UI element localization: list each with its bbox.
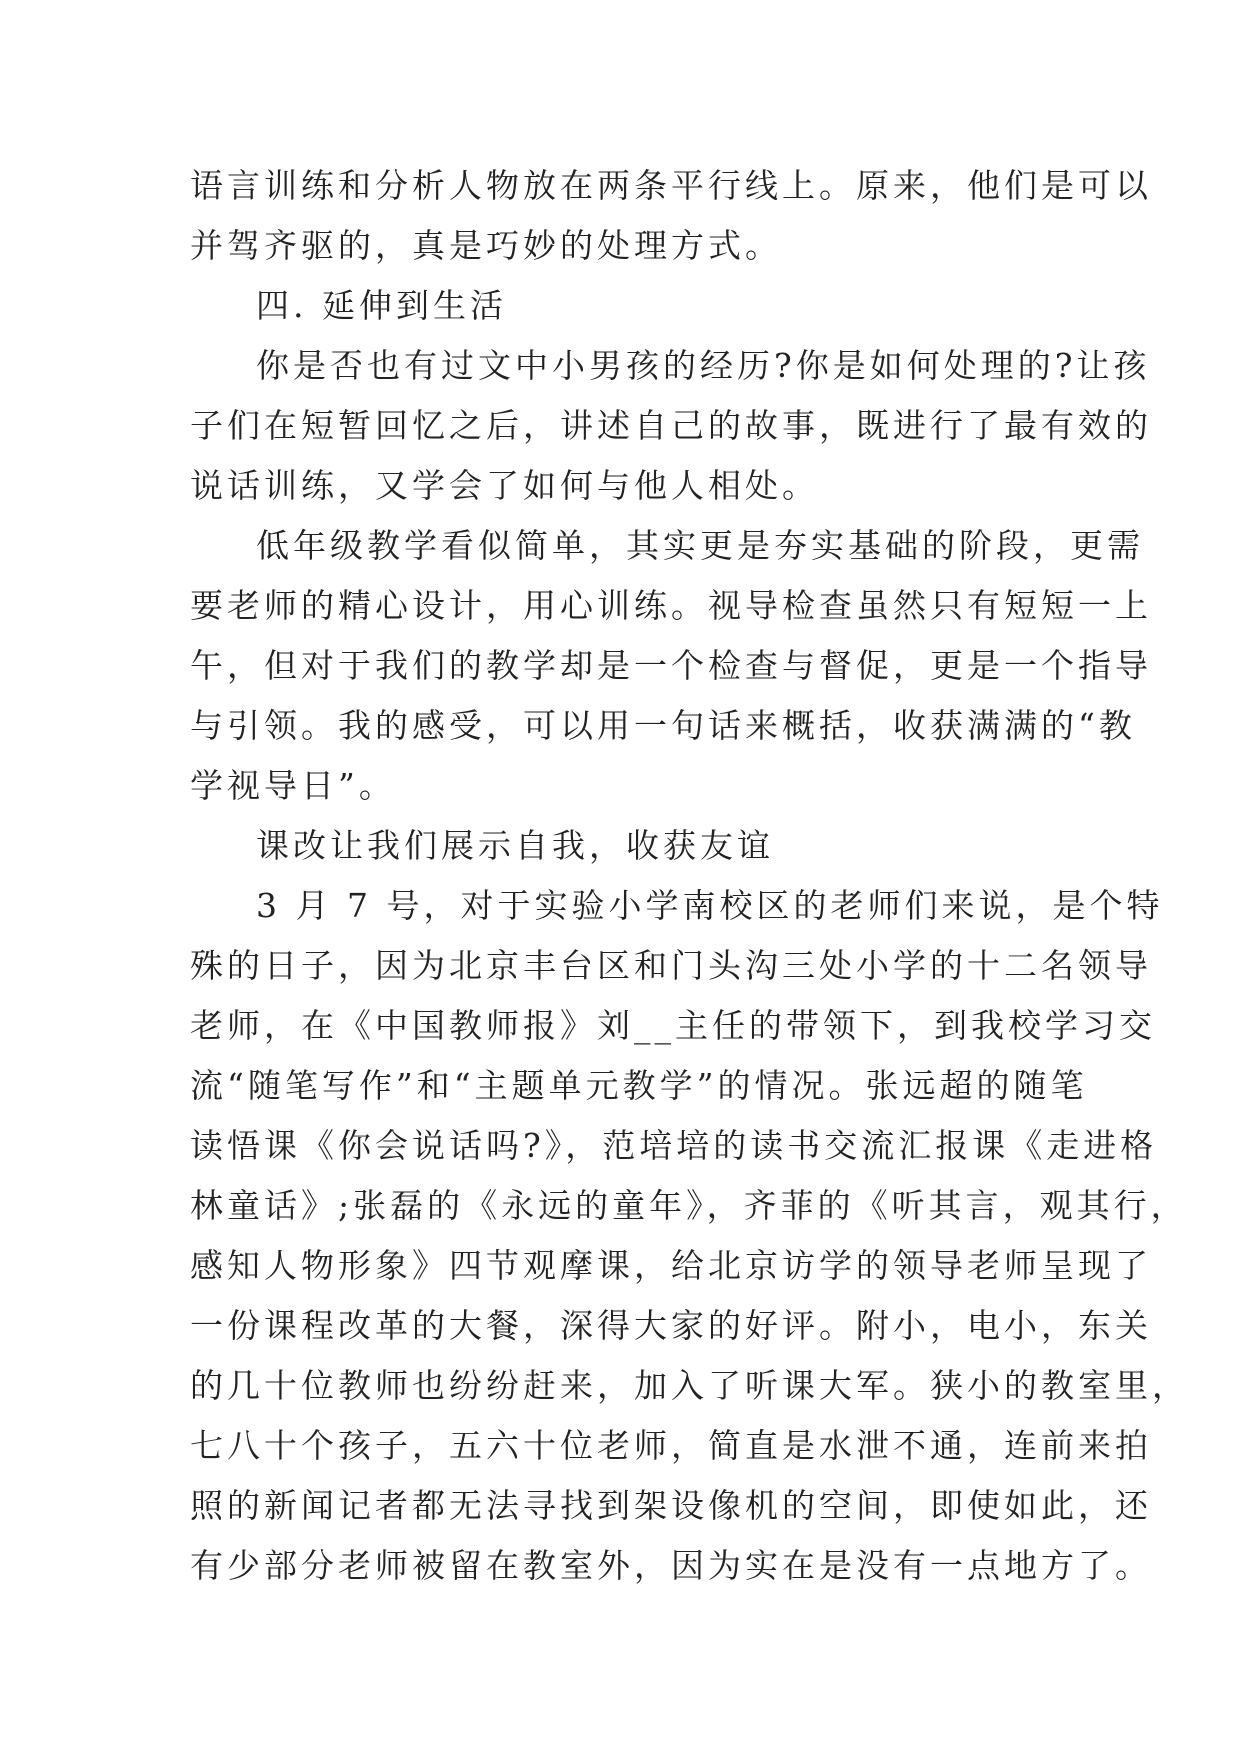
text-line: 流“随笔写作”和“主题单元教学”的情况。张远超的随笔 <box>190 1066 1088 1105</box>
text-line: 学视导日”。 <box>190 766 396 805</box>
text-line: 照的新闻记者都无法寻找到架设像机的空间，即使如此，还 <box>190 1486 1152 1525</box>
text-line: 七八十个孩子，五六十位老师，简直是水泄不通，连前来拍 <box>190 1426 1152 1465</box>
text-line: 一份课程改革的大餐，深得大家的好评。附小，电小，东关 <box>190 1306 1152 1345</box>
text-line: 午，但对于我们的教学却是一个检查与督促，更是一个指导 <box>190 646 1152 685</box>
text-line: 子们在短暂回忆之后，讲述自己的故事，既进行了最有效的 <box>190 406 1152 445</box>
text-line: 的几十位教师也纷纷赶来，加入了听课大军。狭小的教室里， <box>190 1366 1189 1405</box>
text-line: 读悟课《你会说话吗?》，范培培的读书交流汇报课《走进格 <box>190 1126 1158 1165</box>
text-line: 并驾齐驱的，真是巧妙的处理方式。 <box>190 226 782 265</box>
text-line: 与引领。我的感受，可以用一句话来概括，收获满满的“教 <box>190 706 1136 745</box>
text-line: 说话训练，又学会了如何与他人相处。 <box>190 466 819 505</box>
text-line: 林童话》;张磊的《永远的童年》，齐菲的《听其言，观其行， <box>190 1186 1188 1225</box>
section-heading: 四. 延伸到生活 <box>256 286 507 325</box>
section-heading: 课改让我们展示自我，收获友谊 <box>256 826 774 865</box>
text-line: 要老师的精心设计，用心训练。视导检查虽然只有短短一上 <box>190 586 1152 625</box>
text-line: 3 月 7 号，对于实验小学南校区的老师们来说，是个特 <box>256 886 1164 925</box>
text-line: 老师，在《中国教师报》刘__主任的带领下，到我校学习交 <box>190 1006 1156 1045</box>
text-line: 感知人物形象》四节观摩课，给北京访学的领导老师呈现了 <box>190 1246 1152 1285</box>
text-line: 殊的日子，因为北京丰台区和门头沟三处小学的十二名领导 <box>190 946 1152 985</box>
text-line: 你是否也有过文中小男孩的经历?你是如何处理的?让孩 <box>256 346 1151 385</box>
text-line: 低年级教学看似简单，其实更是夯实基础的阶段，更需 <box>256 526 1144 565</box>
text-line: 有少部分老师被留在教室外，因为实在是没有一点地方了。 <box>190 1546 1152 1585</box>
text-line: 语言训练和分析人物放在两条平行线上。原来，他们是可以 <box>190 166 1152 205</box>
